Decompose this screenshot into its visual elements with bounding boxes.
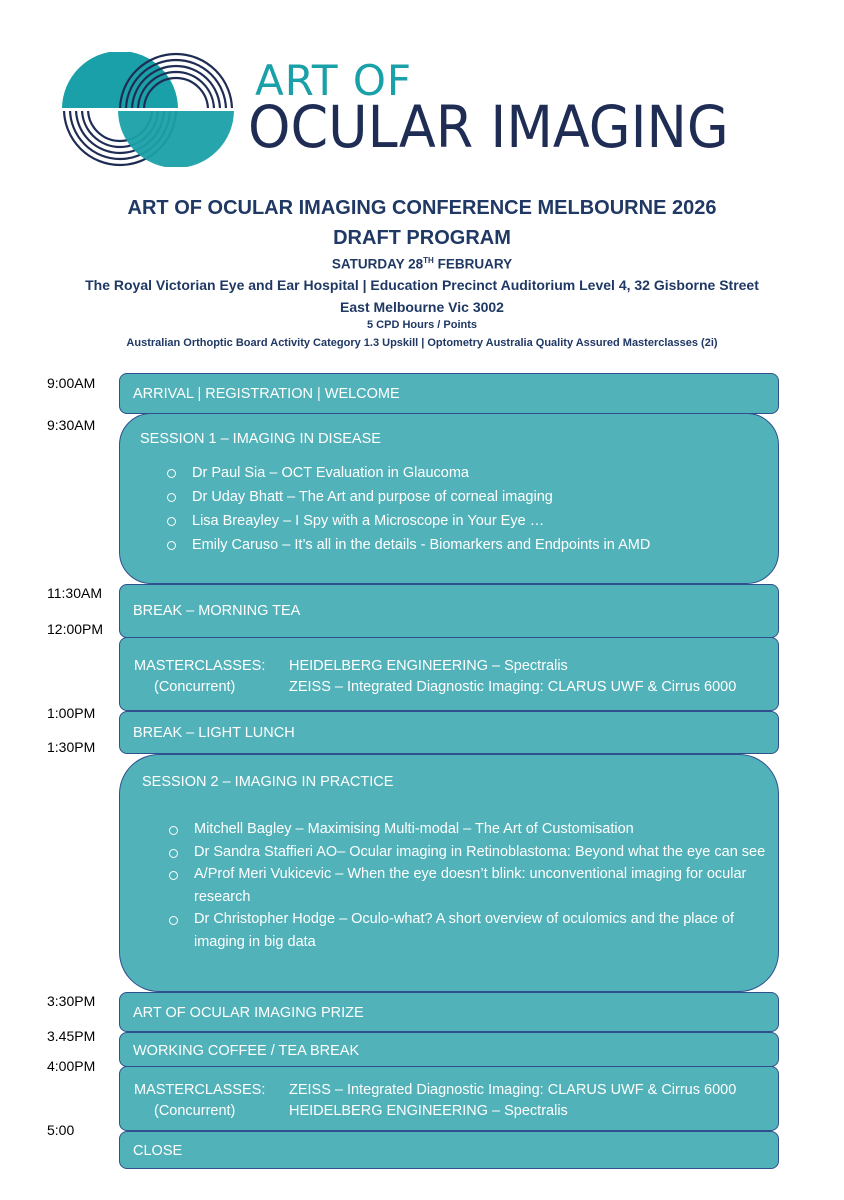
block-label: WORKING COFFEE / TEA BREAK (133, 1043, 360, 1059)
masterclass-item: ZEISS – Integrated Diagnostic Imaging: CLARUS UWF & Cirrus 6000 (289, 1082, 737, 1098)
program-block-masterclasses-1 (119, 637, 779, 711)
block-label: BREAK – LIGHT LUNCH (133, 725, 295, 741)
talk-item: Dr Uday Bhatt – The Art and purpose of corneal imaging (150, 485, 750, 509)
talk-item: Dr Christopher Hodge – Oculo-what? A short overview of oculomics and the place of imaging in big data (152, 908, 767, 953)
time-label: 4:00PM (47, 1058, 96, 1074)
masterclass-list (289, 656, 736, 698)
block-label: ART OF OCULAR IMAGING PRIZE (133, 1005, 364, 1021)
talk-item: Lisa Breayley – I Spy with a Microscope in Your Eye … (150, 509, 750, 533)
time-label: 12:00PM (47, 621, 104, 637)
masterclass-label (134, 656, 264, 698)
masterclass-item: HEIDELBERG ENGINEERING – Spectralis (289, 658, 568, 674)
program-block-morning-tea (119, 584, 779, 638)
time-label: 9:30AM (47, 417, 96, 433)
masterclass-label (134, 1080, 264, 1122)
session-title: SESSION 2 – IMAGING IN PRACTICE (142, 774, 394, 790)
time-label: 1:00PM (47, 705, 96, 721)
block-label: ARRIVAL | REGISTRATION | WELCOME (133, 386, 400, 402)
date-ordinal: TH (423, 256, 434, 265)
masterclass-sublabel: (Concurrent) (154, 1103, 236, 1119)
page-subtitle: DRAFT PROGRAM (333, 227, 511, 249)
block-label: BREAK – MORNING TEA (133, 603, 301, 619)
program-block-session-2 (119, 754, 779, 992)
time-label: 5:00 (47, 1122, 75, 1138)
venue-suburb: East Melbourne Vic 3002 (340, 299, 504, 315)
logo-mark (58, 52, 238, 167)
masterclass-item: HEIDELBERG ENGINEERING – Spectralis (289, 1103, 568, 1119)
time-label: 3.45PM (47, 1028, 96, 1044)
program-block-session-1 (119, 413, 779, 584)
time-label: 3:30PM (47, 993, 96, 1009)
program-block-lunch (119, 711, 779, 754)
logo-text-art-of: ART OF (255, 56, 413, 105)
talk-item: Mitchell Bagley – Maximising Multi-modal – The Art of Customisation (152, 818, 767, 841)
cpd-points: 5 CPD Hours / Points (366, 319, 478, 331)
masterclass-list (289, 1080, 736, 1122)
event-date (0, 256, 844, 272)
masterclass-title: MASTERCLASSES: (134, 658, 266, 674)
program-block-close (119, 1131, 779, 1169)
time-label: 11:30AM (47, 585, 102, 601)
program-block-arrival (119, 373, 779, 414)
page-title: ART OF OCULAR IMAGING CONFERENCE MELBOURNE 2026 (127, 197, 717, 219)
time-label: 9:00AM (47, 375, 96, 391)
date-prefix: SATURDAY 28 (331, 256, 424, 272)
session-title: SESSION 1 – IMAGING IN DISEASE (140, 431, 381, 447)
masterclass-title: MASTERCLASSES: (134, 1082, 266, 1098)
block-label: CLOSE (133, 1143, 183, 1159)
talk-list (152, 818, 767, 953)
accreditation: Australian Orthoptic Board Activity Category 1.3 Upskill | Optometry Australia Quality Assured Masterclasses (2i) (126, 337, 718, 349)
time-label: 1:30PM (47, 739, 96, 755)
logo-text-ocular-imaging: OCULAR IMAGING (248, 93, 729, 161)
program-block-coffee (119, 1032, 779, 1067)
talk-item: Emily Caruso – It’s all in the details - Biomarkers and Endpoints in AMD (150, 533, 750, 557)
talk-item: Dr Paul Sia – OCT Evaluation in Glaucoma (150, 461, 750, 485)
program-block-prize (119, 992, 779, 1032)
masterclass-sublabel: (Concurrent) (154, 679, 236, 695)
masterclass-item: ZEISS – Integrated Diagnostic Imaging: CLARUS UWF & Cirrus 6000 (289, 679, 737, 695)
program-block-masterclasses-2 (119, 1066, 779, 1131)
date-suffix: FEBRUARY (433, 256, 513, 272)
venue: The Royal Victorian Eye and Ear Hospital | Education Precinct Auditorium Level 4, 32 Gisborne Street (85, 277, 759, 293)
talk-item: A/Prof Meri Vukicevic – When the eye doesn’t blink: unconventional imaging for ocular research (152, 863, 767, 908)
talk-item: Dr Sandra Staffieri AO– Ocular imaging in Retinoblastoma: Beyond what the eye can see (152, 841, 767, 864)
talk-list (150, 461, 750, 557)
